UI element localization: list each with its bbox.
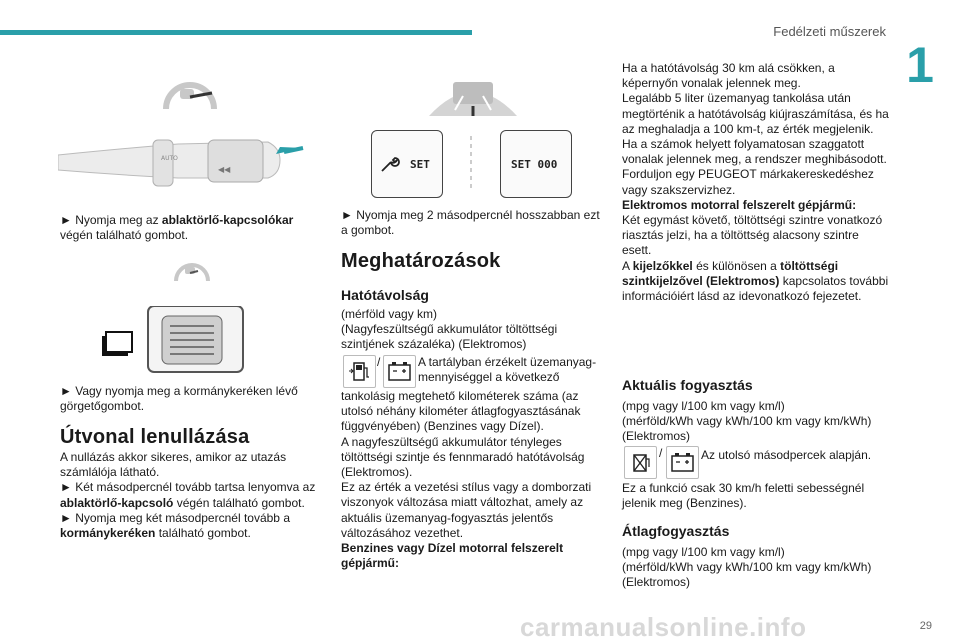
steering-wheel-icon xyxy=(160,75,220,115)
battery-icon xyxy=(383,355,416,388)
display-set xyxy=(371,130,443,198)
svg-text:◀◀: ◀◀ xyxy=(218,165,231,174)
wrench-icon xyxy=(380,155,400,173)
display-set-label: SET xyxy=(410,158,430,171)
slash-separator: / xyxy=(659,446,663,460)
instrument-cluster-icon xyxy=(425,76,521,120)
text-block: ► Vagy nyomja meg a kormánykeréken lévő görgetőgombot. xyxy=(60,384,298,414)
steering-wheel-small-icon xyxy=(172,255,212,285)
text-block: Ez a funkció csak 30 km/h feletti sebességnél jelenik meg (Benzines). xyxy=(622,481,865,511)
text-block: Az utolsó másodpercek alapján. xyxy=(701,448,872,462)
battery-icon xyxy=(666,446,699,479)
header-accent-bar xyxy=(0,30,472,35)
text-block: ► Nyomja meg 2 másodpercnél hosszabban ezt a gombot. xyxy=(341,208,600,238)
subsection-title: Aktuális fogyasztás xyxy=(622,377,753,393)
chapter-number: 1 xyxy=(906,37,934,93)
page-number: 29 xyxy=(919,620,932,632)
subsection-title: Hatótávolság xyxy=(341,287,429,303)
text-block: (mpg vagy l/100 km vagy km/l) (mérföld/kWh vagy kWh/100 km vagy km/kWh) (Elektromos) xyxy=(622,399,872,444)
text-block: (mérföld vagy km) (Nagyfeszültségű akkumulátor töltöttségi szintjének százaléka) (Elektromos) xyxy=(341,307,558,352)
display-set-000 xyxy=(500,130,572,198)
fuel-consumption-icon xyxy=(624,446,657,479)
scroll-wheel-illustration xyxy=(100,306,245,374)
display-set-000-label: SET 000 xyxy=(511,158,558,171)
subsection-title: Átlagfogyasztás xyxy=(622,523,730,539)
text-block: ► Nyomja meg az ablaktörlő-kapcsolókar végén található gombot. xyxy=(60,213,294,243)
section-title: Meghatározások xyxy=(341,250,501,272)
text-block: Ha a hatótávolság 30 km alá csökken, a képernyőn vonalak jelennek meg. Legalább 5 liter üzemanyag tankolása után megtörténik a hatótávolság kiújraszámítása, és ha az meghaladja a 100 km-t, az érték megjelenik. Ha a számok helyett folyamatosan szaggatott vonalak jelennek meg, a rendszer meghibásodott. Forduljon egy PEUGEOT márkakereskedéshez vagy szakszervizhez. Elektromos motorral felszerelt gépjármű: Két egymást követő, töltöttségi szintre vonatkozó riasztás jelzi, ha a töltöttség alacsony szintre esett. A kijelzőkkel és különösen a töltöttségi szintkijelzővel (Elektromos) kapcsolatos további információiért lásd az idevonatkozó fejezetet. xyxy=(622,61,889,304)
text-block: A tartályban érzékelt üzemanyag-mennyiséggel a következő xyxy=(418,355,597,385)
separator-dashed xyxy=(466,136,476,192)
text-block: A nullázás akkor sikeres, amikor az utazás számlálója látható. ► Két másodpercnél tovább tartsa lenyomva az ablaktörlő-kapcsoló végén található gombot. ► Nyomja meg két másodpercnél tovább a kormánykeréken található gombot. xyxy=(60,450,316,541)
text-block: (mpg vagy l/100 km vagy km/l) (mérföld/kWh vagy kWh/100 km vagy km/kWh) (Elektromos) xyxy=(622,545,872,590)
wiper-stalk-illustration xyxy=(58,120,308,200)
watermark: carmanualsonline.info xyxy=(520,612,807,642)
text-block: tankolásig megtehető kilométerek száma (az utolsó néhány kilométer átlagfogyasztásának függvényében) (Benzines vagy Dízel). A nagyfeszültségű akkumulátor tényleges töltöttségi szintje és fennmaradó hatótávolság (Elektromos). Ez az érték a vezetési stílus vagy a domborzati viszonyok változása miatt változhat, amely az aktuális üzemanyag-fogyasztás jelentős változásához vezethet. Benzines vagy Dízel motorral felszerelt gépjármű: xyxy=(341,389,592,571)
svg-text:AUTO: AUTO xyxy=(161,155,178,162)
fuel-pump-icon xyxy=(343,355,376,388)
chapter-title: Fedélzeti műszerek xyxy=(773,24,886,39)
section-title: Útvonal lenullázása xyxy=(60,426,250,448)
slash-separator: / xyxy=(377,355,381,369)
